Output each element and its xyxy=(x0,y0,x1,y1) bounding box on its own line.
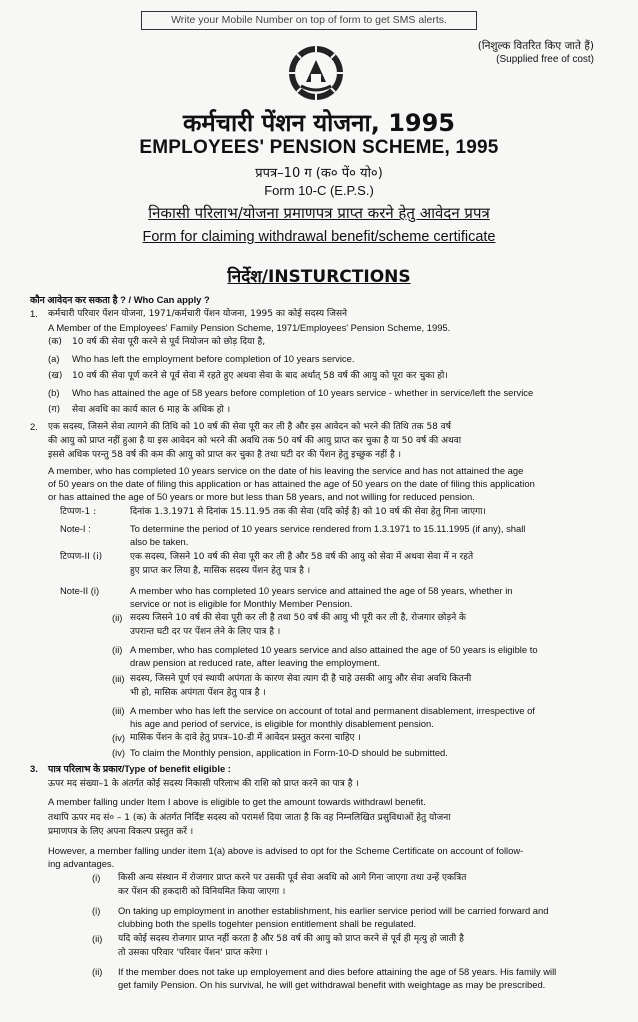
instruction-line: (ग) xyxy=(48,405,61,415)
epfo-emblem-logo xyxy=(287,44,345,102)
instruction-line: 3. xyxy=(30,763,38,774)
instruction-line: clubbing both the spells togehter pension entitlement shall be regulated. xyxy=(118,918,417,929)
instruction-line: (iv) xyxy=(112,747,126,758)
instruction-line: (ii) xyxy=(112,612,123,623)
form-purpose-english: Form for claiming withdrawal benefit/scheme certificate xyxy=(142,229,496,245)
instruction-line: (i) xyxy=(92,872,101,883)
instruction-line: (ख) xyxy=(48,371,63,381)
instruction-line: मासिक पेंशन के दावे हेतु प्रपत्र–10-डी में आवेदन प्रस्तुत करना चाहिए । xyxy=(130,733,361,743)
instruction-line: service or not is eligible for Monthly Member Pension. xyxy=(130,598,353,609)
instruction-line: एक सदस्य, जिसने 10 वर्ष की सेवा पूरी कर ली है और 58 वर्ष की आयु को सेवा में अथवा सेवा में न रहते xyxy=(130,552,474,562)
supplied-free-hindi: (निशुल्क वितरित किए जाते हैं) xyxy=(477,40,594,52)
instruction-line: also be taken. xyxy=(130,536,189,547)
instruction-line: टिप्पण-II (i) xyxy=(60,552,103,562)
instruction-line: his age and period of service, is eligible for monthly disablement pension. xyxy=(130,718,434,729)
instruction-line: 1. xyxy=(30,308,38,319)
sms-notice-box: Write your Mobile Number on top of form to get SMS alerts. xyxy=(141,11,477,30)
instructions-heading: निर्देश/INSTURCTIONS xyxy=(227,267,411,287)
instruction-line: On taking up employment in another establishment, his earlier service period will be carried forward and xyxy=(118,905,549,916)
instruction-line: A Member of the Employees' Family Pension Scheme, 1971/Employees' Pension Scheme, 1995. xyxy=(48,322,451,333)
instruction-line: इससे अधिक परन्तु 58 वर्ष की कम की आयु को प्राप्त कर चुका है तथा घटी दर की पेंशन हेतु इच्छुक नहीं है । xyxy=(48,450,402,460)
instruction-line: पात्र परिलाभ के प्रकार/Type of benefit eligible : xyxy=(48,763,231,774)
instruction-line: Note-I : xyxy=(60,523,91,534)
instruction-line: (क) xyxy=(48,337,62,347)
instruction-line: (iv) xyxy=(112,732,126,743)
title-hindi: कर्मचारी पेंशन योजना, 1995 xyxy=(182,109,455,137)
instruction-line: (iii) xyxy=(112,673,125,684)
title-english: EMPLOYEES' PENSION SCHEME, 1995 xyxy=(139,137,499,158)
instruction-line: किसी अन्य संस्थान में रोजगार प्राप्त करने पर उसकी पूर्व सेवा अवधि को आगे गिना जाएगा तथा उन्हें एकत्रित xyxy=(118,873,467,883)
instruction-line: A member, who has completed 10 years service and also attained the age of 50 years is eligible to xyxy=(130,644,538,655)
form-number-english: Form 10-C (E.P.S.) xyxy=(264,183,374,198)
instruction-line: उपरान्त घटी दर पर पेंशन लेने के लिए पात्र है । xyxy=(130,627,281,637)
instruction-line: (iii) xyxy=(112,705,125,716)
instruction-line: ing advantages. xyxy=(48,858,115,869)
instruction-line: दिनांक 1.3.1971 से दिनांक 15.11.95 तक की सेवा (यदि कोई है) को 10 वर्ष की सेवा हेतु गिना जाएगा। xyxy=(130,507,486,517)
instruction-line: एक सदस्य, जिसने सेवा त्यागने की तिथि को 10 वर्ष की सेवा पूरी कर ली है और इस आवेदन को भरने की तिथि तक 58 वर्ष xyxy=(48,422,451,432)
instruction-line: (ii) xyxy=(92,933,103,944)
instruction-line: A member who has completed 10 years service and attained the age of 58 years, whether in xyxy=(130,585,513,596)
instruction-line: A member who has left the service on account of total and permanent disablement, irrespective of xyxy=(130,705,535,716)
instruction-line: सदस्य, जिसने पूर्ण एवं स्थायी अपंगता के कारण सेवा त्याग दी है चाहे उसकी आयु और सेवा अवधि कितनी xyxy=(130,674,472,684)
instruction-line: Note-II (i) xyxy=(60,585,100,596)
instruction-line: (i) xyxy=(92,905,101,916)
instruction-line: draw pension at reduced rate, after leaving the employment. xyxy=(130,657,380,668)
instruction-line: सेवा अवधि का कार्य काल 6 माह के अधिक हो । xyxy=(72,405,231,415)
instruction-line: Who has left the employment before completion of 10 years service. xyxy=(72,353,355,364)
instruction-line: get family Pension. On his survival, he will get withdrawal benefit with weightage as may be prescribed. xyxy=(118,979,546,990)
instruction-line: To claim the Monthly pension, application in Form-10-D should be submitted. xyxy=(130,747,448,758)
instruction-line: However, a member falling under item 1(a) above is advised to opt for the Scheme Certificate on account of follow- xyxy=(48,845,524,856)
instruction-line: (ii) xyxy=(112,644,123,655)
form-purpose-hindi: निकासी परिलाभ/योजना प्रमाणपत्र प्राप्त करने हेतु आवेदन प्रपत्र xyxy=(148,204,490,222)
instruction-line: सदस्य जिसने 10 वर्ष की सेवा पूरी कर ली है तथा 50 वर्ष की आयु भी पूरी कर ली है, रोजगार छोड़ने के xyxy=(130,613,466,623)
instruction-line: Who has attained the age of 58 years before completion of 10 years service - whether in service/left the service xyxy=(72,387,534,398)
instruction-line: of 50 years on the date of filing this application or has attained the age of 50 years on the date of filing this application xyxy=(48,478,535,489)
instruction-line: To determine the period of 10 years service rendered from 1.3.1971 to 15.11.1995 (if any), shall xyxy=(130,523,526,534)
instruction-line: or has attained the age of 50 years or more but less than 58 years, and not willing for reduced pension. xyxy=(48,491,475,502)
instruction-line: कर पेंशन की हकदारी को विनियमित किया जाएगा । xyxy=(118,887,286,897)
instruction-line: हुए प्राप्त कर लिया है, मासिक सदस्य पेंशन हेतु पात्र है । xyxy=(130,566,311,576)
instruction-line: प्रमाणपत्र के लिए अपना विकल्प प्रस्तुत करें । xyxy=(48,827,194,837)
instruction-line: 2. xyxy=(30,421,38,432)
instruction-line: 10 वर्ष की सेवा पूरी करने से पूर्व नियोजन को छोड़ दिया है, xyxy=(72,337,266,347)
instruction-line: कर्मचारी परिवार पेंशन योजना, 1971/कर्मचारी पेंशन योजना, 1995 का कोई सदस्य जिसने xyxy=(48,309,348,319)
instruction-line: की आयु को प्राप्त नहीं हुआ है या इस आवेदन को भरने की अवधि तक 50 वर्ष की आयु प्राप्त कर चुका है या 50 वर्ष की अथवा xyxy=(48,436,462,446)
instruction-line: टिप्पण-1 : xyxy=(60,507,97,517)
instruction-line: यदि कोई सदस्य रोजगार प्राप्त नहीं करता है और 58 वर्ष की आयु को प्राप्त करने से पूर्व ही मृत्यु हो जाती है xyxy=(118,934,464,944)
instruction-line: तो उसका परिवार 'परिवार पेंशन' प्राप्त करेगा । xyxy=(118,948,268,958)
instruction-line: भी हो, मासिक अपंगता पेंशन हेतु पात्र है । xyxy=(130,688,266,698)
instruction-line: ऊपर मद संख्या–1 के अंतर्गत कोई सदस्य निकासी परिलाभ की राशि को प्राप्त करने का पात्र है । xyxy=(48,779,359,789)
instruction-line: If the member does not take up employement and dies before attaining the age of 58 years. His family will xyxy=(118,966,557,977)
instruction-line: A member, who has completed 10 years service on the date of his leaving the service and has not attained the age xyxy=(48,465,524,476)
instruction-line: A member falling under Item I above is eligible to get the amount towards withdrawl benefit. xyxy=(48,796,426,807)
instruction-line: (ii) xyxy=(92,966,103,977)
form-number-hindi: प्रपत्र–10 ग (क० पें० यो०) xyxy=(255,166,383,181)
supplied-free-english: (Supplied free of cost) xyxy=(496,54,594,65)
instruction-line: (b) xyxy=(48,387,60,398)
instruction-line: कौन आवेदन कर सकता है ? / Who Can apply ? xyxy=(30,294,210,305)
instruction-line: 10 वर्ष की सेवा पूर्ण करने से पूर्व सेवा में रहते हुए अथवा सेवा के बाद अर्थात् 58 वर्ष की आयु को पूरा कर चुका हो। xyxy=(72,371,448,381)
instruction-line: तथापि ऊपर मद सं० – 1 (क) के अंतर्गत निर्दिष्ट सदस्य को परामर्श दिया जाता है कि वह निम्नलिखित प्रसुविधाओं हेतु योजना xyxy=(48,813,451,823)
instruction-line: (a) xyxy=(48,353,60,364)
